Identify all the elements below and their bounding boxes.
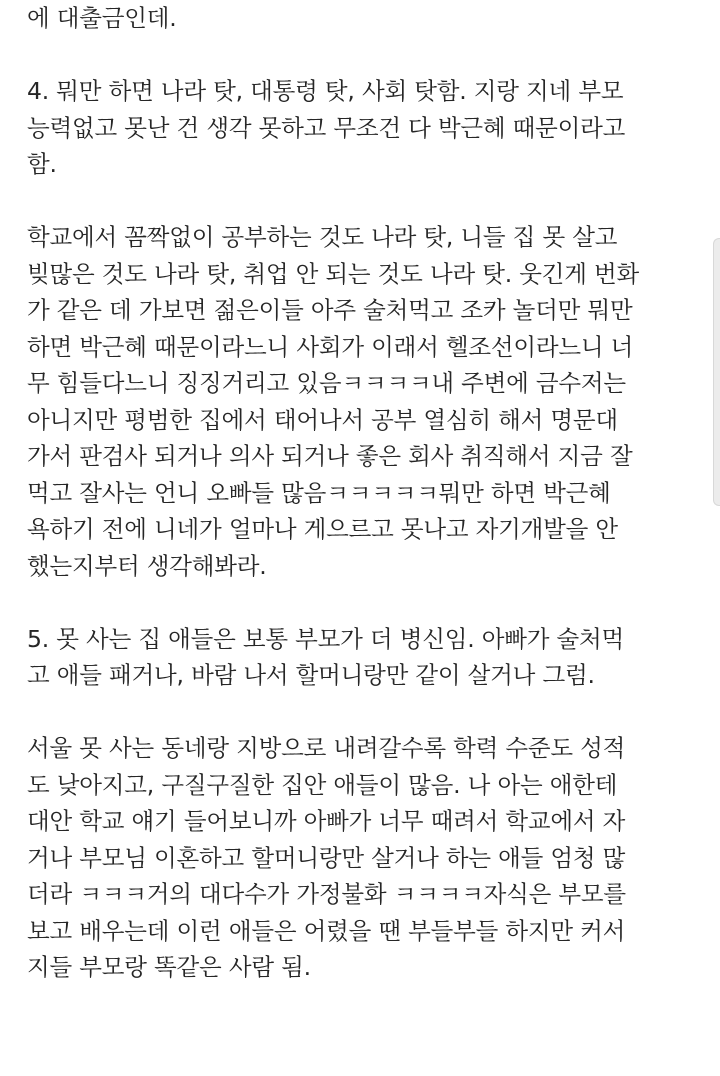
text-line: 했는지부터 생각해봐라. [27,551,267,580]
text-line: 에 대출금인데. [27,4,177,32]
text-line: 빚많은 것도 나라 탓, 취업 안 되는 것도 나라 탓. 웃긴게 번화 [27,259,640,288]
text-line: 거나 부모님 이혼하고 할머니랑만 살거나 하는 애들 엄청 많 [27,843,626,872]
text-line: 먹고 잘사는 언니 오빠들 많음ㅋㅋㅋㅋㅋ뭐만 하면 박근혜 [27,478,611,507]
text-line: 서울 못 사는 동네랑 지방으로 내려갈수록 학력 수준도 성적 [27,734,626,762]
text-line: 능력없고 못난 건 생각 못하고 무조건 다 박근혜 때문이라고 [27,113,626,142]
text-line: 보고 배우는데 이런 애들은 어렸을 땐 부들부들 하지만 커서 [27,916,626,945]
text-line: 가서 판검사 되거나 의사 되거나 좋은 회사 취직해서 지금 잘 [27,442,633,470]
text-line: 5. 못 사는 집 애들은 보통 부모가 더 병신임. 아빠가 술처먹 [27,624,625,653]
text-line: 대안 학교 얘기 들어보니까 아빠가 너무 때려서 학교에서 자 [27,807,626,835]
paragraph-gap [27,37,703,74]
text-line: 학교에서 꼼짝없이 공부하는 것도 나라 탓, 니들 집 못 살고 [27,223,618,251]
text-line: 하면 박근혜 때문이라느니 사회가 이래서 헬조선이라느니 너 [27,332,634,361]
text-line: 더라 ㅋㅋㅋ거의 대다수가 가정불화 ㅋㅋㅋㅋ자식은 부모를 [27,880,626,908]
text-line: 아니지만 평범한 집에서 태어나서 공부 열심히 해서 명문대 [27,405,618,434]
scrollbar-thumb[interactable] [713,238,720,506]
paragraph-gap [27,584,703,621]
text-line: 지들 부모랑 똑같은 사람 됨. [27,953,311,981]
text-line: 4. 뭐만 하면 나라 탓, 대통령 탓, 사회 탓함. 지랑 지네 부모 [27,77,624,105]
text-line: 무 힘들다느니 징징거리고 있음ㅋㅋㅋㅋ내 주변에 금수저는 [27,369,626,397]
paragraph-gap [27,694,703,731]
text-line: 가 같은 데 가보면 젊은이들 아주 술처먹고 조카 놀더만 뭐만 [27,296,633,324]
text-line: 함. [27,150,57,178]
text-line: 고 애들 패거나, 바람 나서 할머니랑만 같이 살거나 그럼. [27,661,595,689]
article-body [27,0,703,986]
text-line: 도 낮아지고, 구질구질한 집안 애들이 많음. 나 아는 애한테 [27,770,618,799]
paragraph-gap [27,183,703,220]
text-line: 욕하기 전에 니네가 얼마나 게으르고 못나고 자기개발을 안 [27,515,618,543]
